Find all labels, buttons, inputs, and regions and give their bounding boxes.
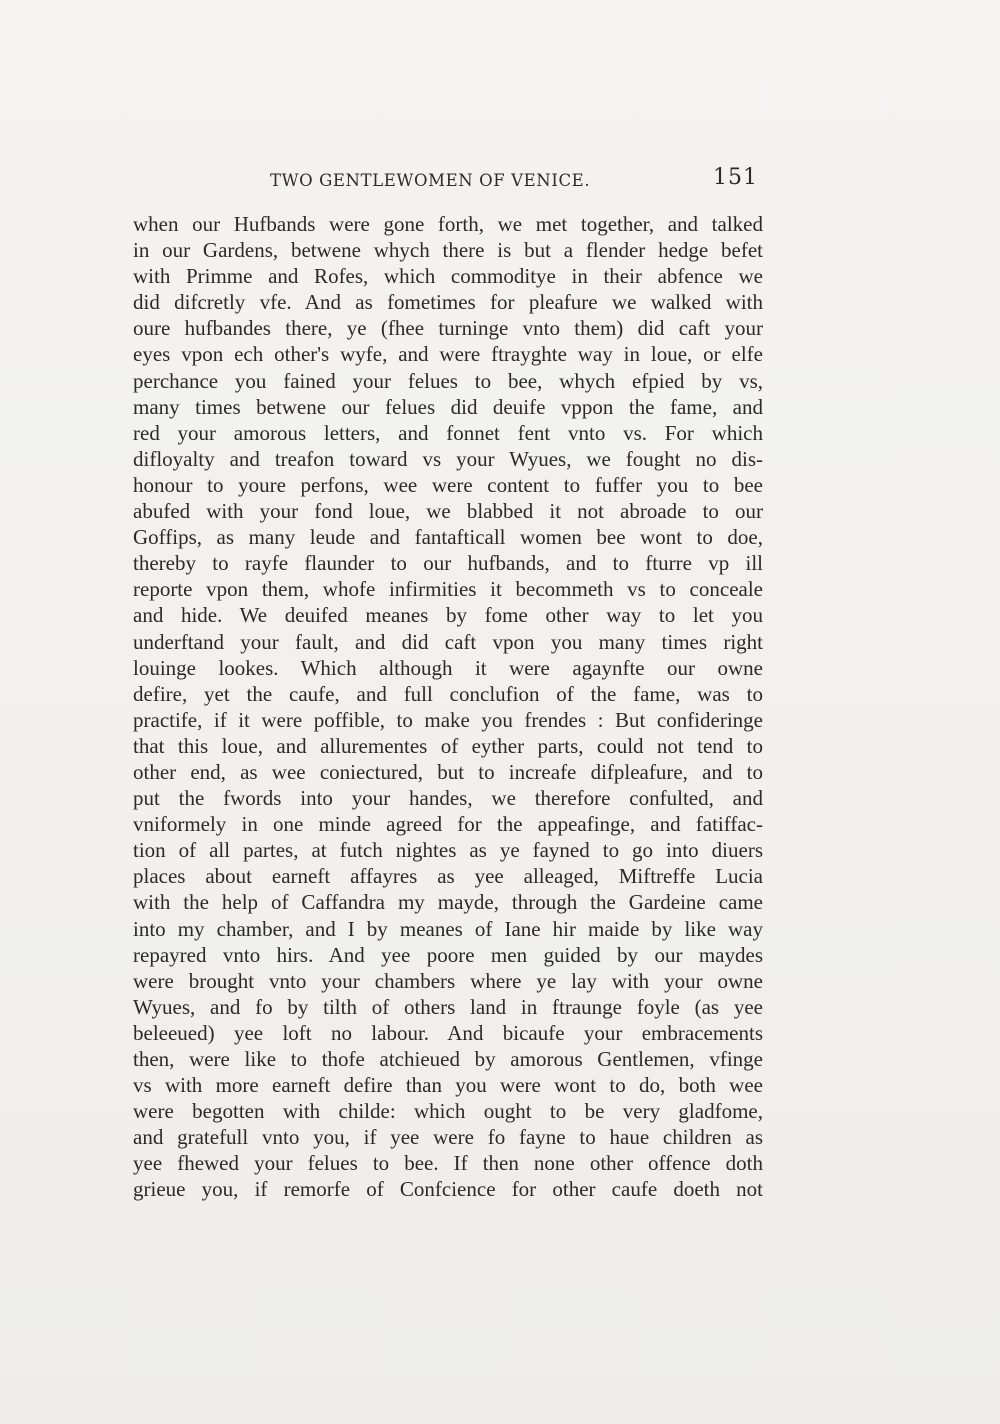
text-line: vs with more earneft defire than you were wont to do, both wee <box>133 1073 763 1098</box>
text-line: other end, as wee coniectured, but to increafe difpleafure, and to <box>133 759 763 784</box>
text-line: in our Gardens, betwene whych there is but a flender hedge befet <box>133 238 763 263</box>
text-line: when our Hufbands were gone forth, we met together, and talked <box>133 212 763 236</box>
text-line: beleeued) yee loft no labour. And bicaufe your embracements <box>133 1020 763 1045</box>
text-line: defire, yet the caufe, and full conclufion of the fame, was to <box>133 681 763 706</box>
running-head <box>133 166 758 196</box>
text-line: eyes vpon ech other's wyfe, and were ftrayghte way in loue, or elfe <box>133 342 763 367</box>
text-line: with Primme and Rofes, which commoditye in their abfence we <box>133 264 763 289</box>
page-number: 151 <box>713 165 758 190</box>
text-line: were brought vnto your chambers where ye lay with your owne <box>133 968 763 993</box>
text-line: yee fhewed your felues to bee. If then none other offence doth <box>133 1151 763 1176</box>
text-line: tion of all partes, at futch nightes as ye fayned to go into diuers <box>133 838 763 863</box>
text-line: perchance you fained your felues to bee, whych efpied by vs, <box>133 368 763 393</box>
text-line: reporte vpon them, whofe infirmities it becommeth vs to conceale <box>133 577 763 602</box>
text-line: many times betwene our felues did deuife vppon the fame, and <box>133 394 763 419</box>
text-line: honour to youre perfons, wee were content to fuffer you to bee <box>133 472 763 497</box>
text-line: then, were like to thofe atchieued by amorous Gentlemen, vfinge <box>133 1047 763 1071</box>
text-line: underftand your fault, and did caft vpon you many times right <box>133 629 763 654</box>
text-line: Wyues, and fo by tilth of others land in ftraunge foyle (as yee <box>133 994 763 1019</box>
text-line: vniformely in one minde agreed for the appeafinge, and fatiffac- <box>133 812 763 837</box>
text-line: Goffips, as many leude and fantafticall women bee wont to doe, <box>133 525 763 550</box>
text-line: put the fwords into your handes, we therefore confulted, and <box>133 786 763 811</box>
text-line: places about earneft affayres as yee alleaged, Miftreffe Lucia <box>133 864 763 889</box>
running-title: TWO GENTLEWOMEN OF VENICE. <box>270 171 591 190</box>
text-line: red your amorous letters, and fonnet fent vnto vs. For which <box>133 420 763 445</box>
text-line: difloyalty and treafon toward vs your Wyues, we fought no dis- <box>133 446 763 471</box>
text-line: into my chamber, and I by meanes of Iane hir maide by like way <box>133 916 763 941</box>
text-line: repayred vnto hirs. And yee poore men guided by our maydes <box>133 942 763 967</box>
text-line: that this loue, and allurementes of eyther parts, could not tend to <box>133 733 763 758</box>
text-line: grieue you, if remorfe of Confcience for other caufe doeth not <box>133 1177 763 1202</box>
text-line: with the help of Caffandra my mayde, through the Gardeine came <box>133 890 763 915</box>
text-line: abufed with your fond loue, we blabbed it not abroade to our <box>133 499 763 524</box>
body-text <box>133 211 763 1203</box>
text-line: thereby to rayfe flaunder to our hufbands, and to fturre vp ill <box>133 551 763 576</box>
text-line: and gratefull vnto you, if yee were fo fayne to haue children as <box>133 1125 763 1150</box>
text-line: oure hufbandes there, ye (fhee turninge vnto them) did caft your <box>133 316 763 341</box>
text-line: louinge lookes. Which although it were agaynfte our owne <box>133 655 763 680</box>
text-line: did difcretly vfe. And as fometimes for pleafure we walked with <box>133 290 763 315</box>
text-line: practife, if it were poffible, to make you frendes : But confideringe <box>133 707 763 732</box>
text-line: and hide. We deuifed meanes by fome other way to let you <box>133 603 763 628</box>
text-line: were begotten with childe: which ought to be very gladfome, <box>133 1099 763 1124</box>
